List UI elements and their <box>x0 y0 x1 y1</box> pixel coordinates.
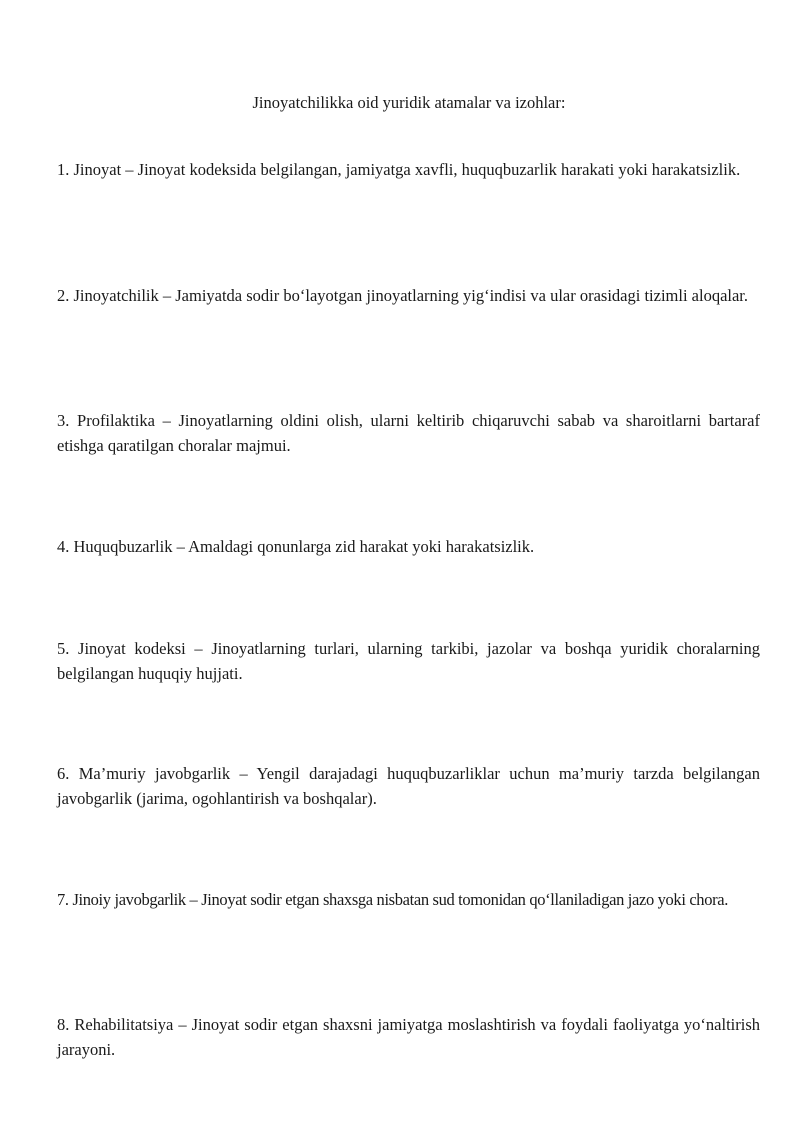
term-entry-jinoyatchilik: 2. Jinoyatchilik – Jamiyatda sodir bo‘layotgan jinoyatlarning yig‘indisi va ular orasidagi tizimli aloqalar. <box>57 286 749 305</box>
term-entry-jinoyat-kodeksi: 5. Jinoyat kodeksi – Jinoyatlarning turlari, ularning tarkibi, jazolar va boshqa yuridik choralarning belgilangan huquqiy hujjati. <box>57 639 760 683</box>
term-entry-jinoyat: 1. Jinoyat – Jinoyat kodeksida belgilangan, jamiyatga xavfli, huquqbuzarlik harakati yoki harakatsizlik. <box>57 160 741 179</box>
term-entry-huquqbuzarlik: 4. Huquqbuzarlik – Amaldagi qonunlarga zid harakat yoki harakatsizlik. <box>57 537 535 556</box>
term-entry-rehabilitatsiya: 8. Rehabilitatsiya – Jinoyat sodir etgan shaxsni jamiyatga moslashtirish va foydali faoliyatga yo‘naltirish jarayoni. <box>57 1015 760 1059</box>
term-entry-jinoiy-javobgarlik: 7. Jinoiy javobgarlik – Jinoyat sodir etgan shaxsga nisbatan sud tomonidan qo‘llaniladigan jazo yoki chora. <box>57 890 728 909</box>
term-entry-mamuriy-javobgarlik: 6. Ma’muriy javobgarlik – Yengil darajadagi huquqbuzarliklar uchun ma’muriy tarzda belgilangan javobgarlik (jarima, ogohlantirish va boshqalar). <box>57 764 760 808</box>
document-title: Jinoyatchilikka oid yuridik atamalar va izohlar: <box>252 93 566 112</box>
term-entry-profilaktika: 3. Profilaktika – Jinoyatlarning oldini olish, ularni keltirib chiqaruvchi sabab va sharoitlarni bartaraf etishga qaratilgan choralar majmui. <box>57 411 760 455</box>
